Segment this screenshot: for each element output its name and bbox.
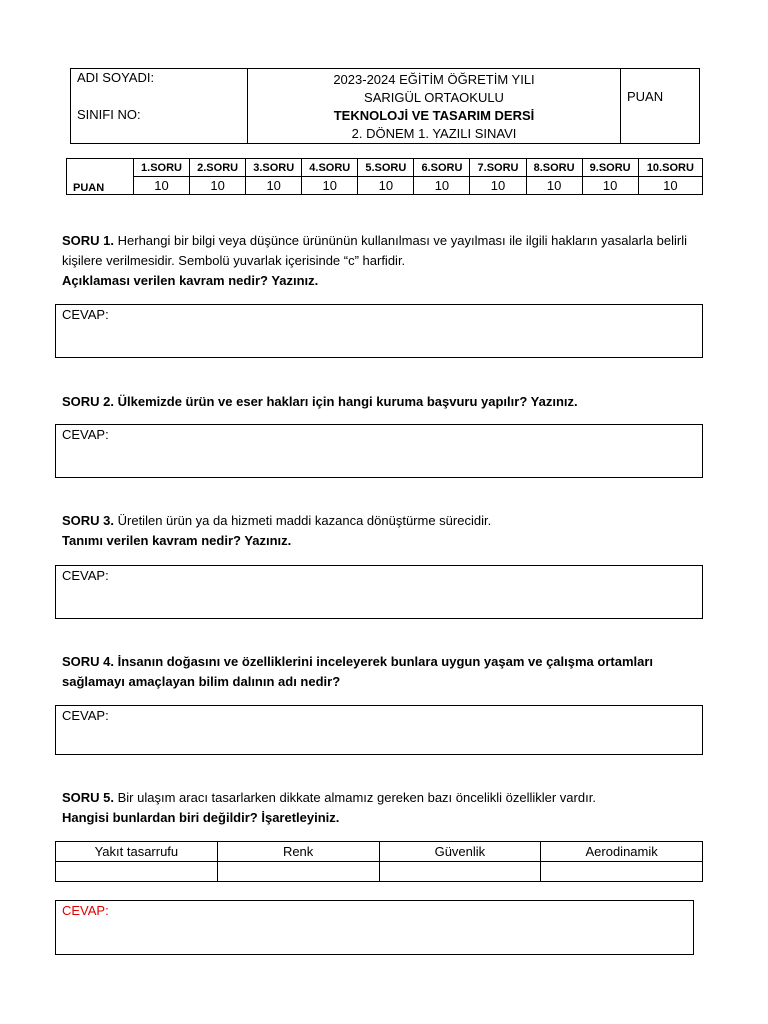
score-column-header: 4.SORU	[302, 159, 358, 177]
score-cell	[621, 69, 700, 144]
question-prompt: Hangisi bunlardan biri değildir? İşaretleyiniz.	[62, 810, 340, 825]
answer-label: CEVAP:	[62, 708, 109, 723]
answer-box-5[interactable]	[55, 900, 694, 955]
question-4	[62, 652, 712, 692]
score-points: 10	[470, 177, 526, 195]
answer-label: CEVAP:	[62, 427, 109, 442]
question-text: Ülkemizde ürün ve eser hakları için hangi kuruma başvuru yapılır? Yazınız.	[114, 394, 578, 409]
answer-box-4[interactable]	[55, 705, 703, 755]
score-points: 10	[134, 177, 190, 195]
score-points: 10	[246, 177, 302, 195]
score-column-header: 3.SORU	[246, 159, 302, 177]
score-points: 10	[526, 177, 582, 195]
score-column-header: 8.SORU	[526, 159, 582, 177]
school-year: 2023-2024 EĞİTİM ÖĞRETİM YILI	[333, 72, 535, 87]
score-column-header: 9.SORU	[582, 159, 638, 177]
exam-header	[70, 68, 700, 144]
score-points: 10	[190, 177, 246, 195]
score-column-header: 7.SORU	[470, 159, 526, 177]
question-text: İnsanın doğasını ve özelliklerini inceleyerek bunlara uygun yaşam ve çalışma ortamları sağlamayı amaçlayan bilim dalının adı nedir?	[62, 654, 654, 689]
option-checkbox-cell[interactable]	[56, 862, 218, 882]
answer-box-3[interactable]	[55, 565, 703, 619]
answer-label: CEVAP:	[62, 307, 109, 322]
question-number: SORU 3.	[62, 513, 115, 528]
score-points: 10	[582, 177, 638, 195]
question-number: SORU 2.	[62, 394, 115, 409]
score-table	[66, 158, 703, 195]
name-label: ADI SOYADI:	[77, 70, 155, 85]
question-prompt: Açıklaması verilen kavram nedir? Yazınız.	[62, 273, 319, 288]
score-column-header: 10.SORU	[638, 159, 702, 177]
exam-info-cell	[248, 69, 621, 144]
answer-label: CEVAP:	[62, 568, 109, 583]
score-points: 10	[358, 177, 414, 195]
question-3	[62, 511, 712, 551]
student-info-cell	[71, 69, 248, 144]
option-label: Yakıt tasarrufu	[56, 842, 218, 862]
score-column-header: 6.SORU	[414, 159, 470, 177]
option-checkbox-cell[interactable]	[541, 862, 703, 882]
option-label: Renk	[217, 842, 379, 862]
option-label: Aerodinamik	[541, 842, 703, 862]
course-name: TEKNOLOJİ VE TASARIM DERSİ	[333, 108, 535, 123]
score-row-label: PUAN	[67, 159, 134, 195]
question-1	[62, 231, 712, 291]
option-label: Güvenlik	[379, 842, 541, 862]
question-number: SORU 5.	[62, 790, 115, 805]
class-label: SINIFI NO:	[77, 107, 141, 122]
question-text: Herhangi bir bilgi veya düşünce ürününün kullanılması ve yayılması ile ilgili hakların yasalarla belirli kişilere verilmesidir. Sembolü yuvarlak içerisinde “c” harfidir.	[62, 233, 688, 268]
answer-box-2[interactable]	[55, 424, 703, 478]
question-text: Üretilen ürün ya da hizmeti maddi kazanca dönüştürme sürecidir.	[114, 513, 492, 528]
score-points: 10	[414, 177, 470, 195]
score-column-header: 1.SORU	[134, 159, 190, 177]
question-number: SORU 4.	[62, 654, 115, 669]
score-points: 10	[302, 177, 358, 195]
option-checkbox-cell[interactable]	[217, 862, 379, 882]
question-text: Bir ulaşım aracı tasarlarken dikkate almamız gereken bazı öncelikli özellikler vardır.	[114, 790, 596, 805]
answer-label: CEVAP:	[62, 903, 109, 918]
question-number: SORU 1.	[62, 233, 115, 248]
score-points: 10	[638, 177, 702, 195]
options-table	[55, 841, 703, 882]
score-label: PUAN	[627, 89, 664, 104]
school-name: SARIGÜL ORTAOKULU	[364, 90, 504, 105]
score-column-header: 2.SORU	[190, 159, 246, 177]
answer-box-1[interactable]	[55, 304, 703, 358]
exam-name: 2. DÖNEM 1. YAZILI SINAVI	[351, 126, 517, 141]
question-2	[62, 392, 712, 412]
question-5	[62, 788, 712, 828]
question-prompt: Tanımı verilen kavram nedir? Yazınız.	[62, 533, 292, 548]
option-checkbox-cell[interactable]	[379, 862, 541, 882]
score-column-header: 5.SORU	[358, 159, 414, 177]
